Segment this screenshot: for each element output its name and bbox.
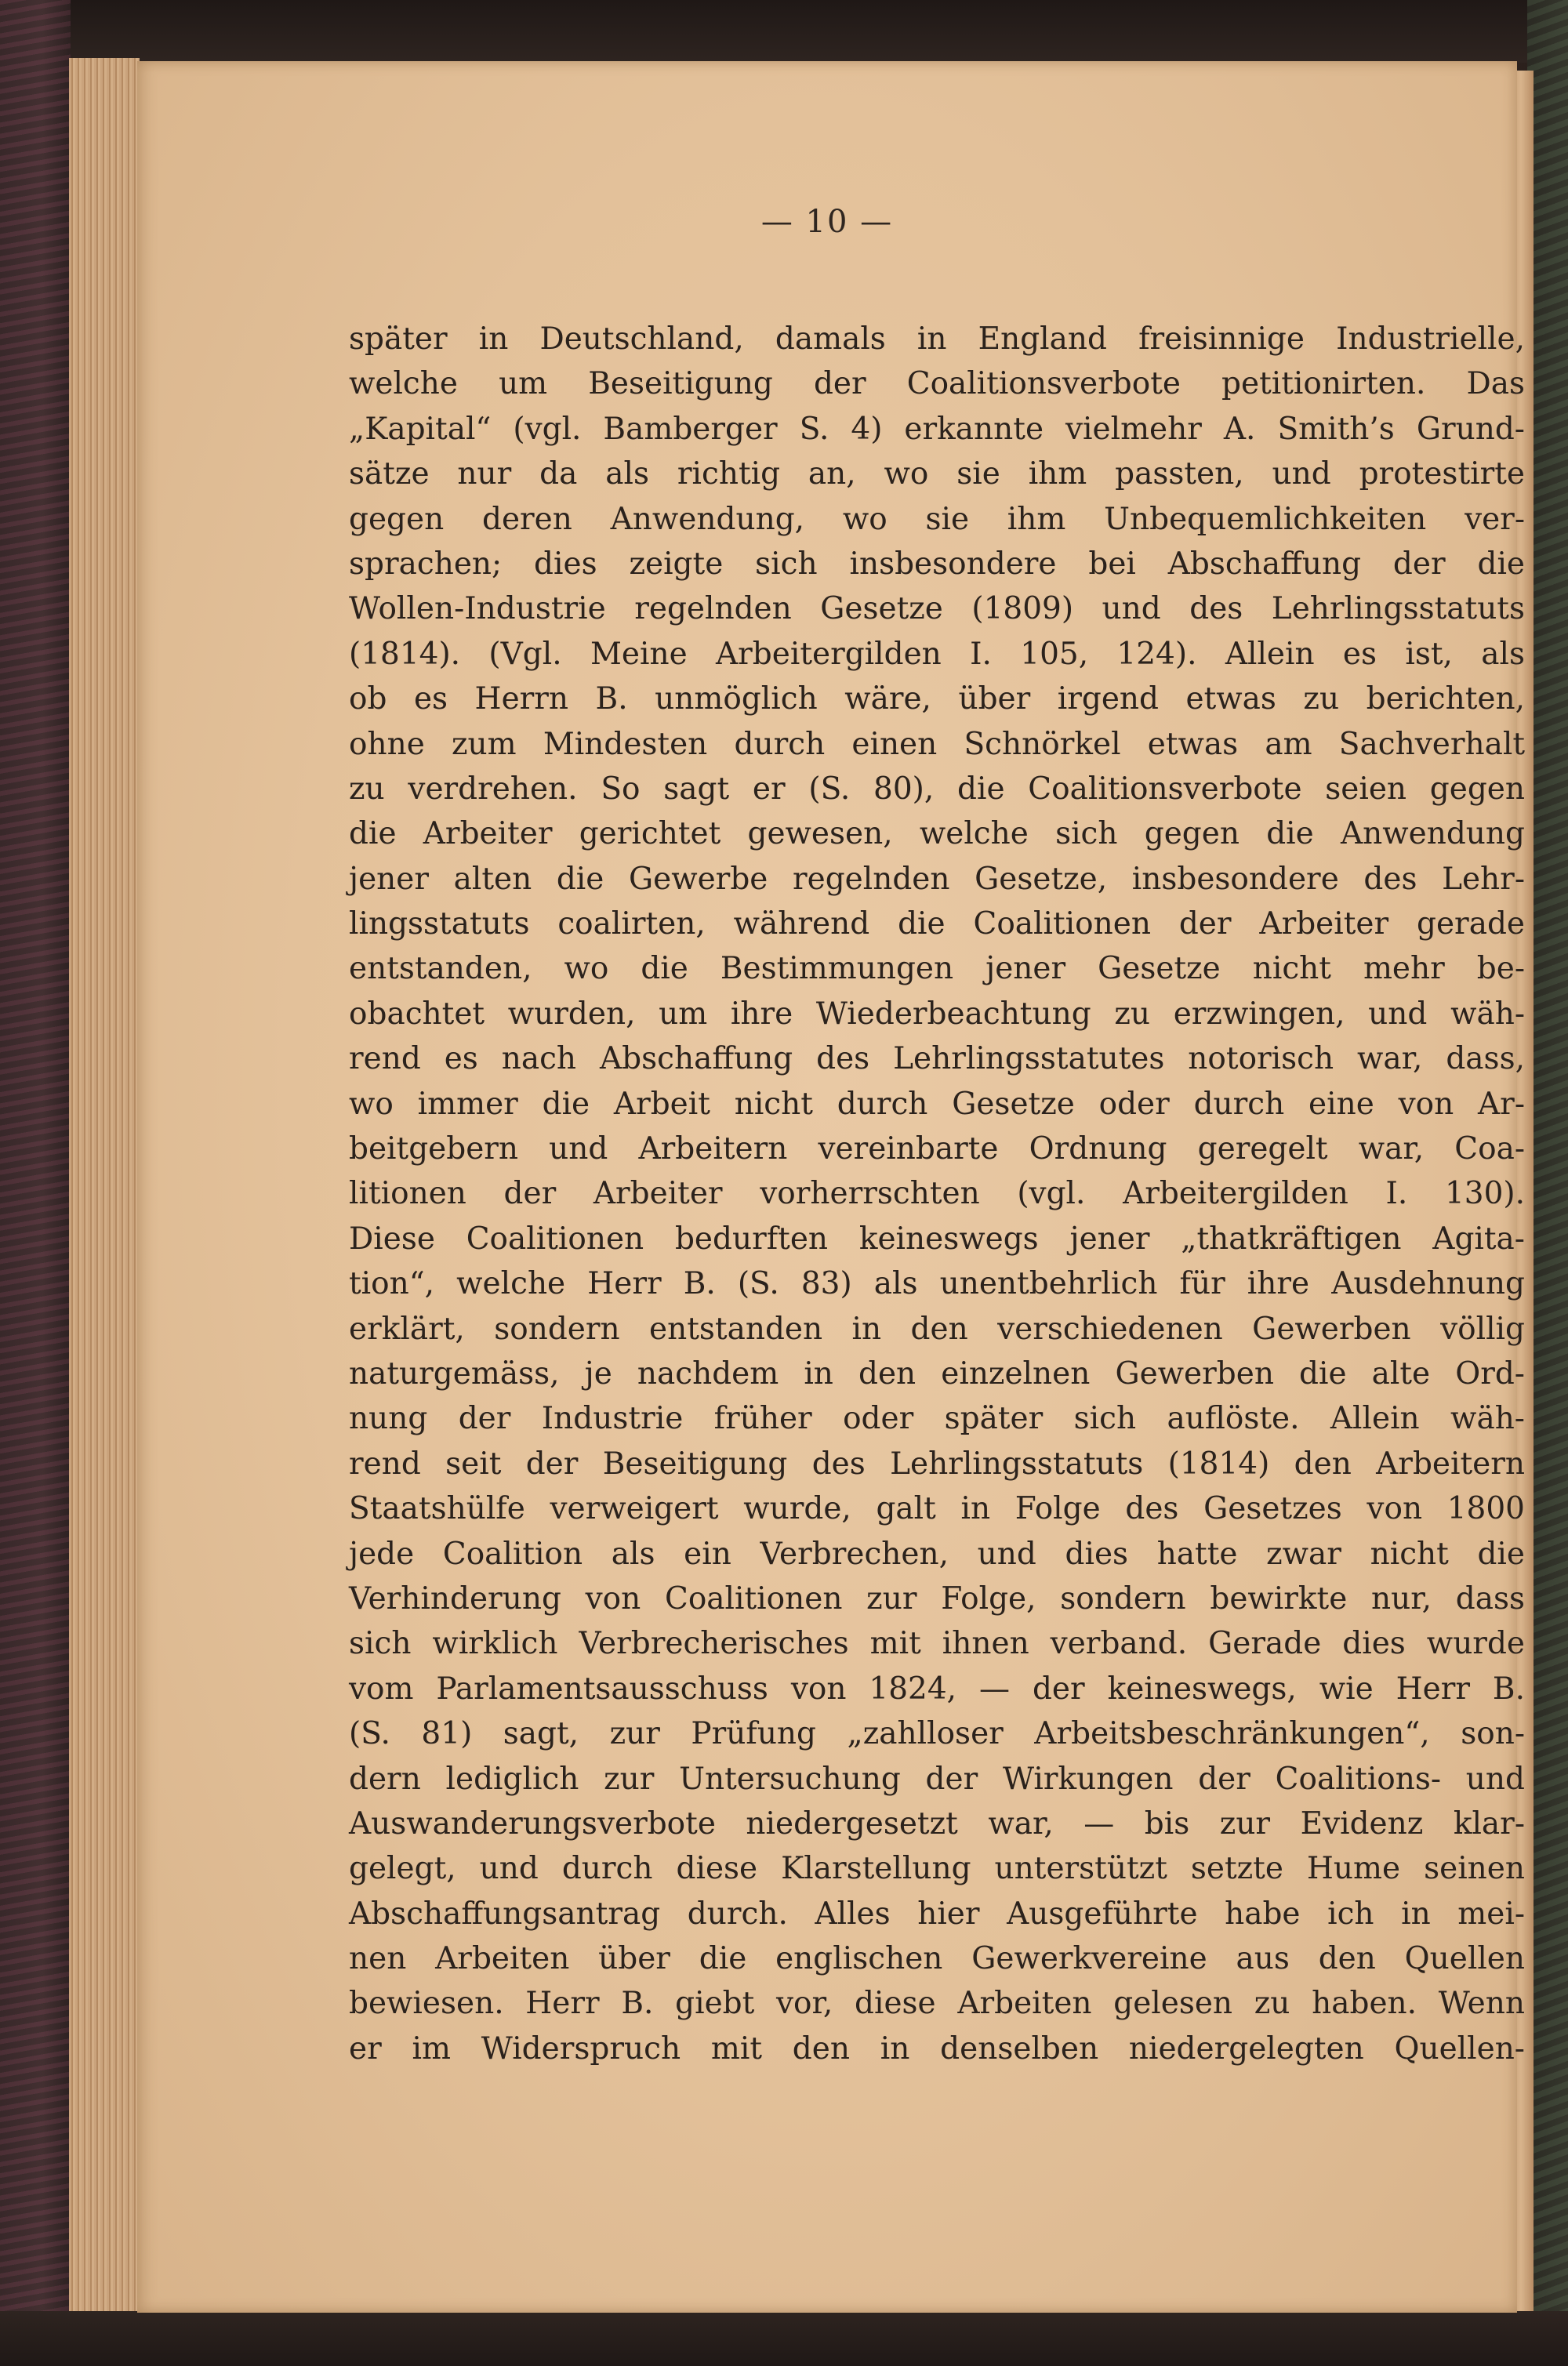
- text-line: beitgebern und Arbeitern vereinbarte Ordnung geregelt war, Coa-: [349, 1131, 1525, 1167]
- text-line: nung der Industrie früher oder später sich auflöste. Allein wäh-: [349, 1401, 1525, 1437]
- text-line: obachtet wurden, um ihre Wiederbeachtung zu erzwingen, und wäh-: [349, 996, 1525, 1032]
- text-line: gegen deren Anwendung, wo sie ihm Unbequemlichkeiten ver-: [349, 501, 1525, 537]
- text-line: jener alten die Gewerbe regelnden Gesetze, insbesondere des Lehr-: [349, 861, 1525, 897]
- page-number: — 10 —: [760, 204, 894, 240]
- text-line: Auswanderungsverbote niedergesetzt war, — bis zur Evidenz klar-: [349, 1805, 1525, 1842]
- text-line: Abschaffungsantrag durch. Alles hier Ausgeführte habe ich in mei-: [349, 1896, 1525, 1932]
- text-line: rend es nach Abschaffung des Lehrlingsstatutes notorisch war, dass,: [349, 1041, 1525, 1077]
- text-line: Diese Coalitionen bedurften keineswegs jener „thatkräftigen Agita-: [349, 1221, 1525, 1257]
- text-line: jede Coalition als ein Verbrechen, und dies hatte zwar nicht die: [349, 1536, 1525, 1572]
- text-line: vom Parlamentsausschuss von 1824, — der keineswegs, wie Herr B.: [349, 1671, 1525, 1707]
- page-edges-left: [69, 58, 140, 2316]
- text-line: „Kapital“ (vgl. Bamberger S. 4) erkannte vielmehr A. Smith’s Grund-: [349, 411, 1525, 447]
- text-line: welche um Beseitigung der Coalitionsverbote petitionirten. Das: [349, 366, 1525, 402]
- text-line: rend seit der Beseitigung des Lehrlingsstatuts (1814) den Arbeitern: [349, 1446, 1525, 1482]
- book-page: [137, 61, 1525, 2313]
- text-line: erklärt, sondern entstanden in den verschiedenen Gewerben völlig: [349, 1311, 1525, 1347]
- body-text: [349, 317, 1525, 2071]
- text-line: zu verdrehen. So sagt er (S. 80), die Coalitionsverbote seien gegen: [349, 771, 1525, 807]
- text-line: sich wirklich Verbrecherisches mit ihnen verband. Gerade dies wurde: [349, 1626, 1525, 1662]
- text-line: litionen der Arbeiter vorherrschten (vgl. Arbeitergilden I. 130).: [349, 1176, 1525, 1212]
- text-line: ohne zum Mindesten durch einen Schnörkel etwas am Sachverhalt: [349, 726, 1525, 762]
- book-cover-left: [0, 0, 71, 2366]
- text-line: sätze nur da als richtig an, wo sie ihm passten, und protestirte: [349, 456, 1525, 492]
- text-line: entstanden, wo die Bestimmungen jener Gesetze nicht mehr be-: [349, 951, 1525, 987]
- text-line: (S. 81) sagt, zur Prüfung „zahlloser Arbeitsbeschränkungen“, son-: [349, 1716, 1525, 1752]
- text-line: wo immer die Arbeit nicht durch Gesetze oder durch eine von Ar-: [349, 1086, 1525, 1122]
- text-line: Staatshülfe verweigert wurde, galt in Folge des Gesetzes von 1800: [349, 1491, 1525, 1527]
- text-line: dern lediglich zur Untersuchung der Wirkungen der Coalitions- und: [349, 1761, 1525, 1797]
- text-line: nen Arbeiten über die englischen Gewerkvereine aus den Quellen: [349, 1941, 1525, 1977]
- text-line: später in Deutschland, damals in England freisinnige Industrielle,: [349, 321, 1525, 357]
- text-line: sprachen; dies zeigte sich insbesondere bei Abschaffung der die: [349, 546, 1525, 582]
- text-line: Verhinderung von Coalitionen zur Folge, sondern bewirkte nur, dass: [349, 1580, 1525, 1617]
- scan-bottom-border: [0, 2311, 1568, 2366]
- text-line: (1814). (Vgl. Meine Arbeitergilden I. 105, 124). Allein es ist, als: [349, 636, 1525, 672]
- text-line: er im Widerspruch mit den in denselben niedergelegten Quellen-: [349, 2030, 1525, 2067]
- text-line: Wollen-Industrie regelnden Gesetze (1809) und des Lehrlingsstatuts: [349, 591, 1525, 627]
- text-line: ob es Herrn B. unmöglich wäre, über irgend etwas zu berichten,: [349, 681, 1525, 717]
- text-line: bewiesen. Herr B. giebt vor, diese Arbeiten gelesen zu haben. Wenn: [349, 1986, 1525, 2022]
- text-line: naturgemäss, je nachdem in den einzelnen Gewerben die alte Ord-: [349, 1355, 1525, 1392]
- text-line: tion“, welche Herr B. (S. 83) als unentbehrlich für ihre Ausdehnung: [349, 1266, 1525, 1302]
- scan-top-border: [0, 0, 1568, 63]
- text-line: lingsstatuts coalirten, während die Coalitionen der Arbeiter gerade: [349, 906, 1525, 942]
- text-line: gelegt, und durch diese Klarstellung unterstützt setzte Hume seinen: [349, 1851, 1525, 1887]
- text-line: die Arbeiter gerichtet gewesen, welche sich gegen die Anwendung: [349, 816, 1525, 852]
